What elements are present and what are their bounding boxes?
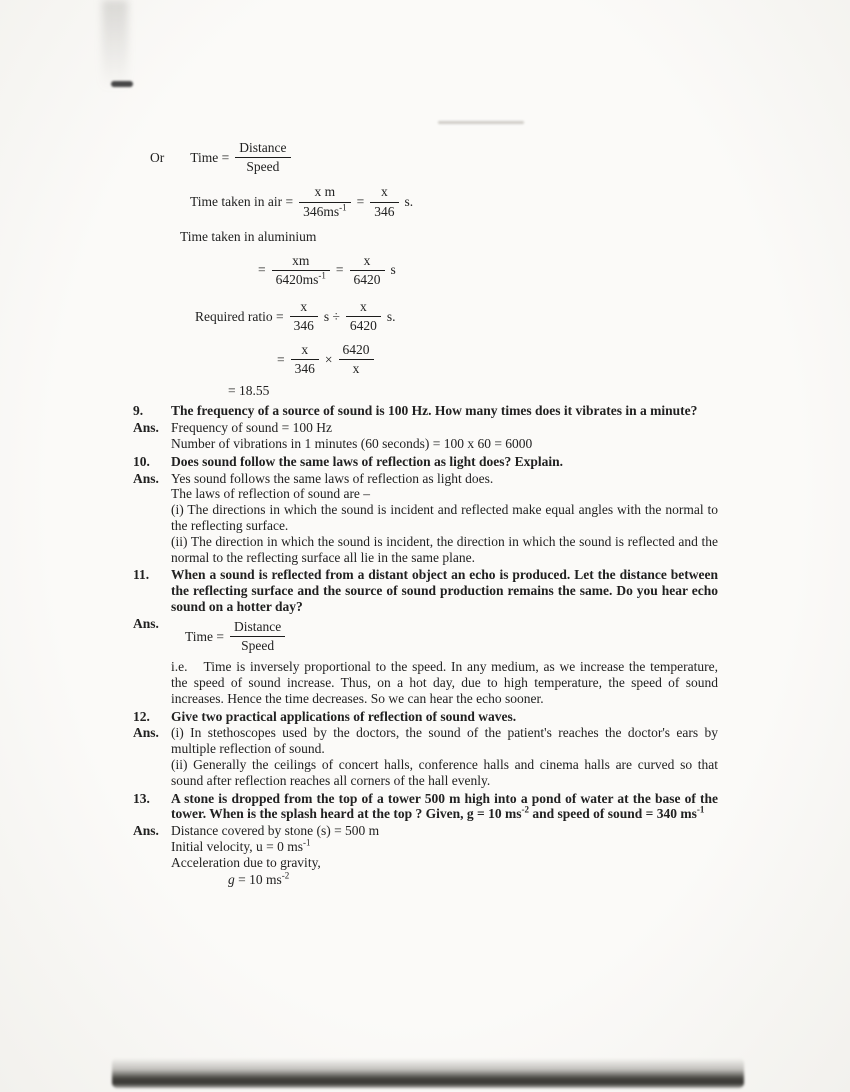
- question-row-10: [133, 454, 718, 470]
- answer-label: Ans.: [133, 470, 159, 486]
- question-text-segment: and speed of sound = 340 ms: [528, 806, 697, 822]
- fraction-numerator: x: [370, 184, 398, 202]
- fraction-distance-speed: [230, 619, 285, 654]
- scan-artifact-smudge: [438, 121, 524, 124]
- fraction-numerator: x m: [299, 184, 351, 202]
- time-equation-lhs: Time =: [190, 149, 230, 165]
- fraction-distance-speed: [235, 140, 290, 175]
- answer-text: [171, 420, 718, 452]
- gravity-value-text: = 10 ms: [234, 871, 282, 887]
- answer-line: Distance covered by stone (s) = 500 m: [171, 823, 380, 839]
- scan-shadow-corner: [102, 0, 128, 90]
- answer-label: Ans.: [133, 823, 159, 839]
- division-operator: s ÷: [323, 308, 340, 324]
- required-ratio-line: [195, 299, 718, 334]
- answer-paragraph: (i) In stethoscopes used by the doctors, the sound of the patient's reaches the doctor's ears by multiple reflection of sound.: [171, 725, 718, 757]
- question-row-11: [133, 567, 718, 614]
- answer-line: The laws of reflection of sound are –: [171, 486, 371, 502]
- answer-line: Initial velocity, u = 0 $ms^{-1}$: [171, 837, 311, 854]
- answer-line: Yes sound follows the same laws of reflection as light does.: [171, 470, 494, 486]
- answer-label: Ans.: [133, 420, 159, 436]
- question-number: 13.: [133, 790, 150, 806]
- time-equation: [185, 619, 718, 654]
- time-in-air-line: [190, 184, 718, 219]
- question-number: 12.: [133, 708, 150, 724]
- answer-row-11: [133, 616, 718, 707]
- question-text: Give two practical applications of reflection of sound waves.: [171, 708, 517, 724]
- scan-artifact-mark: [111, 81, 133, 87]
- fraction-denominator: 346: [294, 361, 315, 377]
- gravity-value-line: [228, 872, 718, 888]
- time-equation-lhs: Time =: [185, 628, 225, 644]
- fraction-denominator: x: [352, 361, 360, 377]
- question-row-13: [133, 791, 718, 823]
- scan-artifact-bottom-band: [112, 1058, 744, 1088]
- fraction-denominator: 346: [293, 318, 314, 334]
- answer-paragraph-text: Time is inversely proportional to the speed. In any medium, as we increase the temperature, the speed of sound increase. Thus, on a hot day, due to high temperature, the speed of sound increases. Hence the time decreases. So we can hear the echo sooner.: [171, 659, 718, 706]
- answer-paragraph: [171, 659, 718, 706]
- answer-paragraph: (i) The directions in which the sound is incident and reflected make equal angles with the normal to the reflecting surface.: [171, 502, 718, 534]
- question-row-9: [133, 403, 718, 419]
- fraction-x-346: [290, 299, 318, 334]
- answer-paragraph: (ii) The direction in which the sound is incident, the direction in which the sound is reflected and the normal to the reflecting surface all lie in the same plane.: [171, 533, 718, 565]
- fraction-xm-346ms: [299, 184, 351, 219]
- fraction-numerator: x: [346, 299, 381, 317]
- answer-label: Ans.: [133, 725, 159, 741]
- time-in-aluminium-label: [180, 229, 718, 245]
- answer-line: Number of vibrations in 1 minutes (60 seconds) = 100 x 60 = 6000: [171, 436, 533, 452]
- time-in-aluminium-text: Time taken in aluminium: [180, 228, 317, 244]
- result-value: = 18.55: [228, 382, 270, 398]
- or-label: Or: [150, 149, 165, 165]
- time-in-aluminium-line: [258, 253, 718, 288]
- superscript-exponent: -2: [281, 870, 290, 881]
- fraction-denominator: Speed: [241, 638, 275, 654]
- fraction-denominator: Speed: [246, 159, 280, 175]
- question-row-12: [133, 709, 718, 725]
- question-text: [171, 791, 718, 823]
- fraction-denominator: 6420: [353, 271, 381, 287]
- gravity-symbol: g: [228, 871, 235, 887]
- seconds-unit: s.: [404, 194, 414, 210]
- fraction-numerator: Distance: [230, 619, 285, 637]
- answer-line: Frequency of sound = 100 Hz: [171, 420, 332, 436]
- ratio-product-line: [277, 342, 718, 377]
- question-text: The frequency of a source of sound is 100 Hz. How many times does it vibrates in a minute?: [171, 403, 698, 419]
- superscript-exponent: -1: [302, 837, 311, 848]
- seconds-unit: s.: [386, 308, 396, 324]
- fraction-x-6420: [346, 299, 381, 334]
- fraction-x-6420: [350, 253, 385, 288]
- answer-row-12: [133, 725, 718, 788]
- question-number: 10.: [133, 453, 150, 469]
- question-number: 11.: [133, 567, 150, 583]
- equals-sign: =: [335, 262, 344, 278]
- math-derivation-block: [133, 140, 718, 398]
- superscript-exponent: -1: [696, 804, 705, 815]
- fraction-denominator: 346: [374, 203, 395, 219]
- fraction-x-346: [370, 184, 398, 219]
- page-content: [133, 140, 718, 887]
- superscript-exponent: -2: [521, 804, 529, 815]
- answer-text: [171, 725, 718, 788]
- answer-label: Ans.: [133, 615, 159, 631]
- answer-row-9: [133, 420, 718, 452]
- equals-sign: =: [258, 262, 266, 278]
- answer-text: [171, 471, 718, 566]
- fraction-numerator: Distance: [235, 140, 290, 158]
- fraction-numerator: x: [290, 299, 318, 317]
- required-ratio-lhs: Required ratio =: [195, 308, 284, 324]
- superscript-exponent: -1: [318, 270, 326, 281]
- answer-line: Acceleration due to gravity,: [171, 854, 321, 870]
- superscript-exponent: -1: [339, 202, 347, 213]
- answer-text: [171, 823, 718, 887]
- fraction-denominator: $346ms^{-1}$: [303, 202, 347, 219]
- fraction-xm-6420ms: [272, 253, 330, 288]
- answer-text: [171, 616, 718, 707]
- time-in-air-lhs: Time taken in air =: [190, 194, 294, 210]
- ie-label: i.e.: [171, 659, 188, 675]
- question-number: 9.: [133, 403, 144, 419]
- equals-sign: =: [356, 194, 365, 210]
- fraction-numerator: 6420: [339, 342, 374, 360]
- question-text: When a sound is reflected from a distant object an echo is produced. Let the distance between the reflecting surface and the source of sound production remains the same. Do you hear echo sound on a hotter day?: [171, 567, 718, 615]
- time-formula-line: [150, 140, 718, 175]
- fraction-numerator: xm: [272, 253, 330, 271]
- answer-row-13: [133, 823, 718, 887]
- fraction-x-346: [291, 342, 319, 377]
- fraction-denominator: $6420ms^{-1}$: [275, 270, 326, 287]
- answer-row-10: [133, 471, 718, 566]
- question-text: Does sound follow the same laws of reflection as light does? Explain.: [171, 453, 564, 469]
- fraction-numerator: x: [291, 342, 319, 360]
- multiplication-sign: ×: [324, 352, 333, 368]
- answer-paragraph: (ii) Generally the ceilings of concert halls, conference halls and cinema halls are curved so that sound after reflection reaches all corners of the hall evenly.: [171, 756, 718, 788]
- equals-sign: =: [277, 352, 285, 368]
- fraction-denominator: 6420: [349, 318, 377, 334]
- fraction-numerator: x: [350, 253, 385, 271]
- fraction-6420-x: [339, 342, 374, 377]
- question-text-segment: A stone is dropped from the top of a tower 500 m high into a pond of water at the base of the tower. When is the splash heard at the top ? Given, g = 10 ms: [171, 790, 718, 822]
- seconds-unit: s: [390, 262, 396, 278]
- ratio-result-line: [228, 383, 718, 399]
